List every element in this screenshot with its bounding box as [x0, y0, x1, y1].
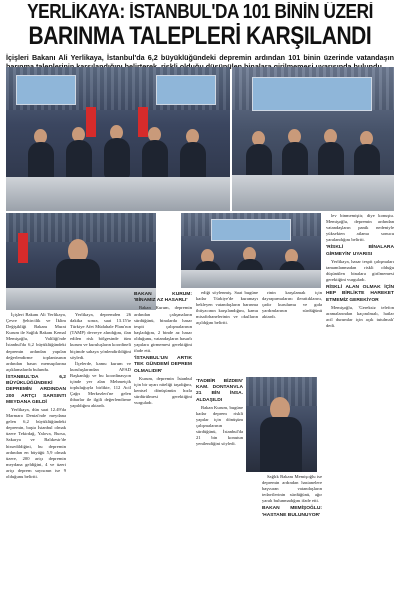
minister-portrait-photo [246, 377, 317, 472]
spot-text: İçişleri Bakanı Ali Yerlikaya, İstanbul'da 6,2 büyüklüğündeki depremin ardından 101 binin üzerinde vatandaşın [6, 53, 394, 62]
article-column-6 [326, 213, 394, 594]
article-column-4-lower [196, 377, 243, 594]
kicker-headline: YERLİKAYA: İSTANBUL'DA 101 BİNİN ÜZERİ [27, 2, 373, 22]
paragraph: Yerlikaya, dün saat 12.49'da Marmara Denizi'nde meydana gelen 6,2 büyüklüğündeki depremin, başta İstanbul olmak üzere Tekirdağ, Yalova, Bursa, Sakarya ve Balıkesir'de hissedildiğini, bu depremin ardından en büyüğü 5,9 olmak üzere, 200 artçı depremin meydana geldiğini, 4 ve üzeri artçı deprem sayısının ise 9 olduğunu belirtti. [6, 406, 66, 479]
paragraph: Kurum, depremin İstanbul için bir uyarı niteliği taşıdığını, kentsel dönüşümün hızla sürdürülmesi gerektiğini vurguladı. [134, 375, 192, 406]
paragraph: Yerlikaya, depremden 26 dakika sonra, saat 13.15'te Türkiye Afet Müdahale Planı'nın (TAMP) devreye alındığını, ilan edilen risk bölgesinde tüm kurum ve kuruluşların koordineli biçimde sahaya yönlendirildiğini söyledi. [70, 312, 131, 360]
article-column-3 [134, 290, 192, 594]
paragraph: Yerlikaya, hasar tespit çalışmaları tamamlanmadan riskli olduğu düşünülen binalara girilmemesi gerektiğini vurguladı. [326, 258, 394, 283]
article-column-1 [6, 312, 66, 594]
paragraph: ediği söylenmiş. Saat bugüne kadar Türkiye'de kuramayı bekleyen vatandaşların barınma ihtiyacının karşılandığını, kamu misafirhanelerinin ve okulların açıldığını belirtti. [196, 290, 258, 326]
subheading: 'TADBİR BİZDEN' KAM. DONTANVLA 21 BİN İNSA. ALDAŞILDI [196, 379, 243, 403]
paragraph: Bakan Kurum, bugüne kadar deprem riskli yapılar için dönüşüm çalışmalarının sürdüğünü, İstanbul'da 21 bin konutun yenilendiğini söyledi. [196, 404, 243, 447]
article-column-5 [262, 290, 322, 377]
article-column-2 [70, 312, 131, 594]
paragraph: İçişleri Bakanı Ali Yerlikaya, Çevre Şehircilik ve İklim Değişikliği Bakanı Murat Kurum ile Sağlık Bakanı Kemal Memişoğlu, Valiliği'nde İstanbul'da 6,2 büyüklüğündeki depremin ardından yapılan değerlendirme toplantısının ardından basın mensuplarına açıklamalarda bulundu. [6, 312, 66, 372]
subheading: 'İSTANBUL'UN ARTIK TEK GÜNDEMİ DEPREM OLMALIDIR' [134, 356, 192, 374]
subheading: RİSKLİ ALAN OLMAK İÇİN HEP BİRLİKTE HAREKET ETMEMİZ GEREKİYOR [326, 285, 394, 303]
paragraph: rinin karşılamak için dayrapırmalarını ilerattıklarını, çadır kurulumu ve gıda yardımlarının sürdüğünü aktardı. [262, 290, 322, 320]
paragraph: Memişoğlu, 'Gereksiz telefon aramalarından kaçınılmalı, hatlar acil durumlar için açık tutulmalı' dedi. [326, 304, 394, 329]
article-column-4 [196, 290, 258, 380]
paragraph: İlçelerde, kamu kurum ve kuruluşlarından AFAD Başkanlığı ve bu koordinasyon içinde yer alan Mehmetçik topluluğuyla birlikte, 112 Acil Çağrı Merkezleri'ne gelen ihbarlar ile ilgili değerlendirme yapıldığını aktardı. [70, 360, 131, 409]
paragraph: lev binmemiştir, diye konuştu. Memişoğlu, depremin ardından vatandaşların panik nedeniyle yüksekten atlama sonucu yaralandığını belirtti. [326, 213, 394, 243]
main-headline: BARINMA TALEPLERİ KARŞILANDI [28, 23, 372, 49]
subheading: 'RİSKLİ BİNALARA GİRMEYİN' UYARISI [326, 245, 394, 257]
officials-meeting-photo [232, 67, 394, 211]
paragraph: Bakan Kurum, depremin ardından çalışmaların sürdüğünü, binalarda hasar tespit çalışmalarının başladığını, 2 binde az hasar olduğunu, vatandaşların hasarlı yapılara girmemesi gerektiğini ifade etti. [134, 305, 192, 354]
press-conference-photo [6, 67, 230, 211]
subheading: BAKAN KURUM: 'BİNAMIZ AZ HASARLI' [134, 292, 192, 304]
subheading: BAKAN MEMİŞOĞLU: 'HASTANE BULUNUYOR' [262, 506, 322, 518]
paragraph: Sağlık Bakanı Memişoğlu ise depremin ardından hastanelere başvuran vatandaşların tedavilerinin sürdüğünü, ağır yaralı bulunmadığını ifade etti. [262, 474, 322, 504]
article-column-5-lower [262, 474, 322, 594]
subheading: İSTANBUL'DA 6,2 BÜYÜKLÜĞÜNDEKİ DEPREMİN ARDINDAN 200 ARTÇI SARSINTI MEYDANA GELDİ [6, 374, 66, 405]
coordination-meeting-photo [181, 213, 321, 288]
